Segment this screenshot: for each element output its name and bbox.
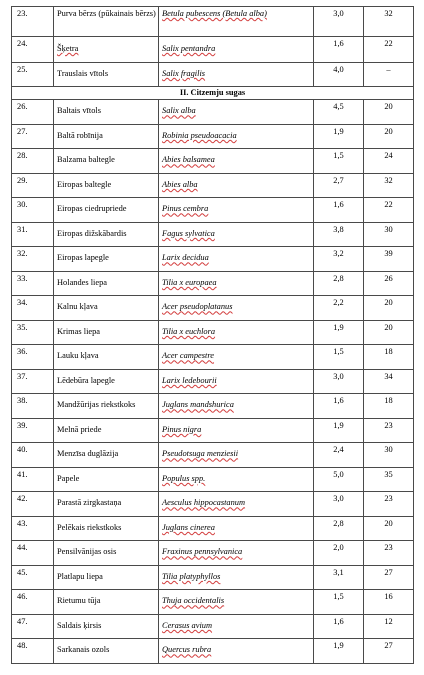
common-name: Papele <box>54 467 159 492</box>
value-col-2: 20 <box>364 296 414 321</box>
latin-name <box>159 247 314 272</box>
table-row <box>12 271 414 296</box>
common-name <box>54 37 159 63</box>
table-row <box>12 149 414 174</box>
value-col-1: 1,5 <box>314 345 364 370</box>
table-row <box>12 124 414 149</box>
value-col-2: 30 <box>364 443 414 468</box>
row-number: 33. <box>12 271 54 296</box>
value-col-1: 1,9 <box>314 320 364 345</box>
common-name: Eiropas baltegle <box>54 173 159 198</box>
latin-name-text: Robinia pseudoacacia <box>162 130 237 140</box>
table-row <box>12 418 414 443</box>
row-number: 27. <box>12 124 54 149</box>
row-number: 47. <box>12 614 54 639</box>
row-number: 45. <box>12 565 54 590</box>
value-col-1: 4,5 <box>314 100 364 125</box>
value-col-2: 32 <box>364 173 414 198</box>
table-row <box>12 443 414 468</box>
value-col-1: 2,7 <box>314 173 364 198</box>
common-name: Baltā robīnija <box>54 124 159 149</box>
row-number: 43. <box>12 516 54 541</box>
latin-name-text: Acer pseudoplatanus <box>162 302 233 312</box>
common-name: Pelēkais riekstkoks <box>54 516 159 541</box>
latin-name-text: Pinus cembra <box>162 204 209 214</box>
value-col-1: 3,8 <box>314 222 364 247</box>
table-row <box>12 37 414 63</box>
latin-name <box>159 369 314 394</box>
table-row <box>12 222 414 247</box>
value-col-1: 2,4 <box>314 443 364 468</box>
row-number: 31. <box>12 222 54 247</box>
latin-name-text: Salix alba <box>162 106 196 116</box>
common-name: Pensilvānijas osis <box>54 541 159 566</box>
row-number: 34. <box>12 296 54 321</box>
latin-name <box>159 614 314 639</box>
table-row <box>12 369 414 394</box>
row-number: 30. <box>12 198 54 223</box>
value-col-2: 20 <box>364 320 414 345</box>
table-row <box>12 590 414 615</box>
row-number: 37. <box>12 369 54 394</box>
latin-name <box>159 100 314 125</box>
common-name: Krimas liepa <box>54 320 159 345</box>
value-col-2: 23 <box>364 541 414 566</box>
value-col-1: 3,0 <box>314 492 364 517</box>
latin-name-text: Juglans mandshurica <box>162 400 234 410</box>
latin-name-text: Populus spp. <box>162 473 206 483</box>
latin-name-text: Tilia x europaea <box>162 277 217 287</box>
value-col-1: 2,2 <box>314 296 364 321</box>
common-name: Lēdebūra lapegle <box>54 369 159 394</box>
latin-name <box>159 271 314 296</box>
latin-name-text: Aesculus hippocastanum <box>162 498 246 508</box>
common-name-text: Šķetra <box>57 44 79 54</box>
common-name: Platlapu liepa <box>54 565 159 590</box>
latin-name-text: Fraxinus pennsylvanica <box>162 547 243 557</box>
latin-name <box>159 443 314 468</box>
common-name: Eiropas ciedrupriede <box>54 198 159 223</box>
common-name: Balzama baltegle <box>54 149 159 174</box>
value-col-1: 4,0 <box>314 63 364 87</box>
value-col-2: 18 <box>364 345 414 370</box>
row-number: 44. <box>12 541 54 566</box>
common-name: Holandes liepa <box>54 271 159 296</box>
row-number: 29. <box>12 173 54 198</box>
table-row <box>12 467 414 492</box>
value-col-1: 3,0 <box>314 369 364 394</box>
common-name: Eiropas dižskābardis <box>54 222 159 247</box>
species-table <box>11 6 414 664</box>
latin-name <box>159 63 314 87</box>
value-col-2: 35 <box>364 467 414 492</box>
table-row <box>12 541 414 566</box>
table-row <box>12 516 414 541</box>
latin-name-text: Pseudotsuga menziesii <box>162 449 239 459</box>
table-row <box>12 198 414 223</box>
latin-name-text: Abies alba <box>162 179 198 189</box>
value-col-2: 26 <box>364 271 414 296</box>
value-col-1: 1,6 <box>314 394 364 419</box>
row-number: 24. <box>12 37 54 63</box>
value-col-2: 20 <box>364 124 414 149</box>
common-name: Parastā zirgkastaņa <box>54 492 159 517</box>
latin-name <box>159 639 314 664</box>
value-col-2: 34 <box>364 369 414 394</box>
value-col-2: 27 <box>364 639 414 664</box>
common-name: Sarkanais ozols <box>54 639 159 664</box>
value-col-2: 23 <box>364 492 414 517</box>
value-col-1: 2,8 <box>314 516 364 541</box>
table-row <box>12 492 414 517</box>
value-col-1: 1,6 <box>314 614 364 639</box>
value-col-1: 1,9 <box>314 124 364 149</box>
common-name: Baltais vītols <box>54 100 159 125</box>
latin-name-text: Tilia x euchlora <box>162 326 216 336</box>
row-number: 32. <box>12 247 54 272</box>
value-col-1: 1,9 <box>314 418 364 443</box>
latin-name <box>159 7 314 37</box>
table-row <box>12 320 414 345</box>
table-row <box>12 394 414 419</box>
latin-name <box>159 198 314 223</box>
common-name: Trauslais vītols <box>54 63 159 87</box>
row-number: 23. <box>12 7 54 37</box>
value-col-2: 16 <box>364 590 414 615</box>
latin-name <box>159 492 314 517</box>
common-name: Menzīsa duglāzija <box>54 443 159 468</box>
row-number: 28. <box>12 149 54 174</box>
table-row <box>12 63 414 87</box>
latin-name <box>159 173 314 198</box>
table-row <box>12 614 414 639</box>
latin-name <box>159 345 314 370</box>
row-number: 46. <box>12 590 54 615</box>
value-col-2: 20 <box>364 100 414 125</box>
value-col-2: 32 <box>364 7 414 37</box>
table-row <box>12 565 414 590</box>
latin-name-text: Salix fragilis <box>162 69 206 79</box>
latin-name-text: Pinus nigra <box>162 424 202 434</box>
value-col-2: 30 <box>364 222 414 247</box>
latin-name <box>159 320 314 345</box>
latin-name-text: Betula pubescens (Betula alba) <box>162 9 267 18</box>
row-number: 25. <box>12 63 54 87</box>
latin-name <box>159 467 314 492</box>
row-number: 26. <box>12 100 54 125</box>
value-col-1: 1,5 <box>314 149 364 174</box>
value-col-2: 39 <box>364 247 414 272</box>
section-row <box>12 87 414 100</box>
latin-name <box>159 418 314 443</box>
species-table-body <box>12 7 414 664</box>
common-name: Saldais ķirsis <box>54 614 159 639</box>
latin-name-text: Cerasus avium <box>162 620 213 630</box>
value-col-1: 1,6 <box>314 198 364 223</box>
value-col-1: 2,8 <box>314 271 364 296</box>
table-row <box>12 247 414 272</box>
latin-name-text: Salix pentandra <box>162 44 216 54</box>
value-col-1: 5,0 <box>314 467 364 492</box>
row-number: 39. <box>12 418 54 443</box>
table-row <box>12 173 414 198</box>
latin-name-text: Juglans cinerea <box>162 522 215 532</box>
latin-name <box>159 394 314 419</box>
latin-name <box>159 565 314 590</box>
value-col-2: 22 <box>364 198 414 223</box>
common-name: Eiropas lapegle <box>54 247 159 272</box>
row-number: 48. <box>12 639 54 664</box>
table-row <box>12 7 414 37</box>
latin-name <box>159 149 314 174</box>
latin-name-text: Fagus sylvatica <box>162 228 215 238</box>
latin-name <box>159 222 314 247</box>
latin-name-text: Acer campestre <box>162 351 215 361</box>
common-name: Melnā priede <box>54 418 159 443</box>
table-row <box>12 100 414 125</box>
value-col-2: 18 <box>364 394 414 419</box>
value-col-1: 3,2 <box>314 247 364 272</box>
latin-name-text: Quercus rubra <box>162 645 212 655</box>
latin-name-text: Tilia platyphyllos <box>162 571 221 581</box>
section-title: II. Citzemju sugas <box>12 87 414 100</box>
latin-name <box>159 590 314 615</box>
latin-name-text: Larix decidua <box>162 253 209 263</box>
table-row <box>12 296 414 321</box>
common-name: Rietumu tūja <box>54 590 159 615</box>
value-col-2: 20 <box>364 516 414 541</box>
row-number: 38. <box>12 394 54 419</box>
row-number: 36. <box>12 345 54 370</box>
latin-name <box>159 516 314 541</box>
row-number: 35. <box>12 320 54 345</box>
latin-name <box>159 124 314 149</box>
value-col-2: 22 <box>364 37 414 63</box>
common-name: Mandžūrijas riekstkoks <box>54 394 159 419</box>
common-name: Lauku kļava <box>54 345 159 370</box>
value-col-1: 1,5 <box>314 590 364 615</box>
table-row <box>12 345 414 370</box>
latin-name <box>159 541 314 566</box>
value-col-1: 3,1 <box>314 565 364 590</box>
latin-name <box>159 37 314 63</box>
value-col-2: – <box>364 63 414 87</box>
value-col-1: 2,0 <box>314 541 364 566</box>
latin-name-text: Abies balsamea <box>162 155 215 165</box>
latin-name-text: Thuja occidentalis <box>162 596 225 606</box>
latin-name <box>159 296 314 321</box>
common-name: Kalnu kļava <box>54 296 159 321</box>
row-number: 40. <box>12 443 54 468</box>
row-number: 41. <box>12 467 54 492</box>
value-col-1: 3,0 <box>314 7 364 37</box>
latin-name-text: Larix ledebourii <box>162 375 217 385</box>
common-name: Purva bērzs (pūkainais bērzs) <box>54 7 159 37</box>
value-col-1: 1,9 <box>314 639 364 664</box>
row-number: 42. <box>12 492 54 517</box>
value-col-2: 24 <box>364 149 414 174</box>
value-col-2: 12 <box>364 614 414 639</box>
table-row <box>12 639 414 664</box>
value-col-2: 27 <box>364 565 414 590</box>
value-col-2: 23 <box>364 418 414 443</box>
value-col-1: 1,6 <box>314 37 364 63</box>
